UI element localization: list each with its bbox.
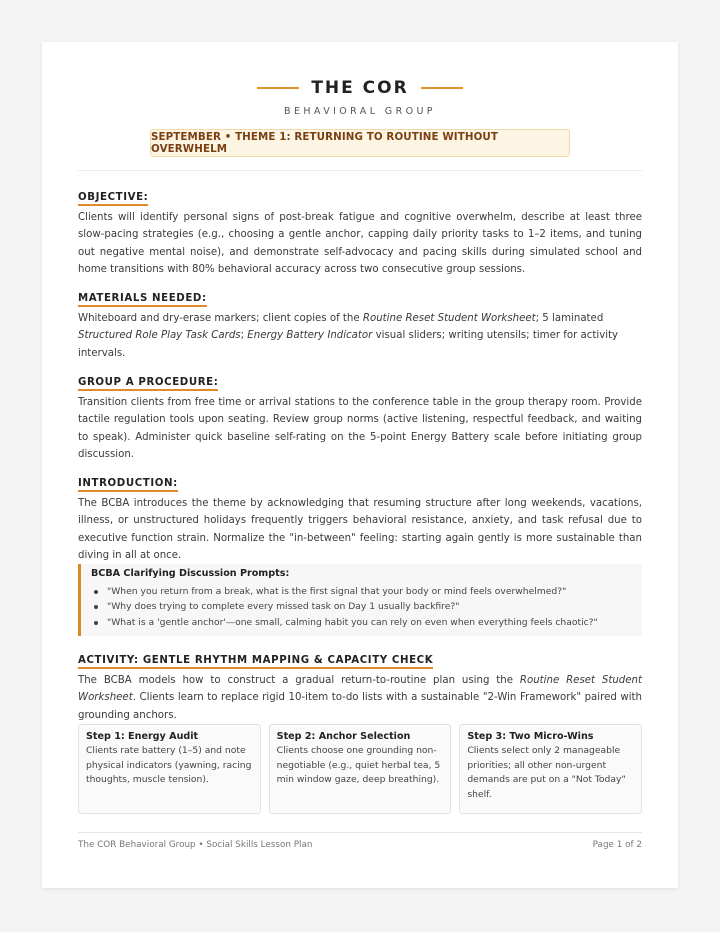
header-divider [78, 170, 642, 171]
activity-worksheet-title: Routine Reset Student Worksheet [78, 675, 642, 704]
procedure-section [78, 370, 642, 464]
objective-heading: OBJECTIVE: [78, 192, 148, 206]
step-text: Clients select only 2 manageable priorities; all other non-urgent demands are put on a "Not Today" shelf. [467, 745, 626, 800]
introduction-text: The BCBA introduces the theme by acknowledging that resuming structure after long weekends, vacations, illness, or unstructured holidays frequently triggers behavioral resistance, anxiety, and task refusal due to executive function strain. Normalize the "in-between" feeling: starting again gently is more sustainable than diving in all at once. [78, 498, 642, 562]
brand-header [78, 78, 642, 98]
materials-worksheet-title: Routine Reset Student Worksheet [362, 313, 536, 324]
materials-battery-indicator-title: Energy Battery Indicator [247, 330, 373, 342]
materials-text-2: ; 5 laminated [535, 313, 604, 324]
step-title: Step 3: Two Micro-Wins [467, 731, 594, 742]
step-text: Clients rate battery (1–5) and note physical indicators (yawning, racing thoughts, muscle tension). [86, 745, 252, 786]
activity-section [78, 648, 642, 724]
procedure-heading: GROUP A PROCEDURE: [78, 377, 218, 391]
prompts-list [91, 584, 598, 630]
footer-divider [78, 832, 642, 833]
procedure-text: Transition clients from free time or arrival stations to the conference table in the group therapy room. Provide tactile regulation tools upon seating. Review group norms (active listening, respectful feedback, and waiting to speak). Administer quick baseline self-rating on the 5-point Energy Battery scale before initiating group discussion. [78, 397, 642, 461]
document-page [42, 42, 678, 888]
activity-heading: ACTIVITY: GENTLE RHYTHM MAPPING & CAPACITY CHECK [78, 655, 433, 669]
brand-rule-right [421, 87, 463, 89]
discussion-prompts-box [78, 564, 642, 636]
footer-left-text: The COR Behavioral Group • Social Skills Lesson Plan [78, 840, 313, 850]
brand-rule-left [257, 87, 299, 89]
materials-text [78, 310, 642, 362]
brand-title: THE COR [311, 78, 409, 98]
prompt-item: "What is a 'gentle anchor'—one small, calming habit you can rely on even when everything feels chaotic?" [91, 615, 598, 630]
objective-section [78, 185, 642, 279]
brand-subtitle: BEHAVIORAL GROUP [284, 106, 436, 117]
materials-heading: MATERIALS NEEDED: [78, 293, 207, 307]
prompt-item: "Why does trying to complete every missed task on Day 1 usually backfire?" [91, 599, 598, 614]
page-number: Page 1 of 2 [592, 840, 642, 850]
prompt-item: "When you return from a break, what is the first signal that your body or mind feels overwhelmed?" [91, 584, 598, 599]
materials-text-1: Whiteboard and dry-erase markers; client copies of the [78, 313, 363, 324]
step-card-3 [459, 724, 642, 814]
activity-text-2: . Clients learn to replace rigid 10-item to-do lists with a sustainable "2-Win Framework" paired with grounding anchors. [78, 692, 642, 721]
introduction-section [78, 471, 642, 565]
materials-section [78, 286, 642, 362]
step-title: Step 2: Anchor Selection [276, 731, 411, 742]
page-content [78, 42, 642, 888]
steps-row [78, 724, 642, 814]
objective-text: Clients will identify personal signs of post-break fatigue and cognitive overwhelm, describe at least three slow-pacing strategies (e.g., choosing a gentle anchor, capping daily priority tasks to 1–2 items, and tuning out negative mental noise), and demonstrate self-advocacy and pacing skills during simulated school and home transitions with 80% behavioral accuracy across two consecutive group sessions. [78, 212, 642, 276]
activity-text-1: The BCBA models how to construct a gradual return-to-routine plan using the [78, 675, 520, 686]
introduction-heading: INTRODUCTION: [78, 478, 178, 492]
step-text: Clients choose one grounding non-negotiable (e.g., quiet herbal tea, 5 min window gaze, deep breathing). [276, 745, 441, 786]
theme-badge: SEPTEMBER • THEME 1: RETURNING TO ROUTINE WITHOUT OVERWHELM [150, 129, 570, 157]
materials-text-4: visual sliders; writing utensils; timer for activity intervals. [78, 330, 619, 359]
materials-text-3: ; [240, 330, 248, 342]
step-card-2 [269, 724, 452, 814]
activity-text [78, 672, 642, 724]
step-card-1 [78, 724, 261, 814]
prompts-title: BCBA Clarifying Discussion Prompts: [91, 568, 290, 579]
materials-task-cards-title: Structured Role Play Task Cards [78, 330, 241, 342]
step-title: Step 1: Energy Audit [86, 731, 199, 742]
